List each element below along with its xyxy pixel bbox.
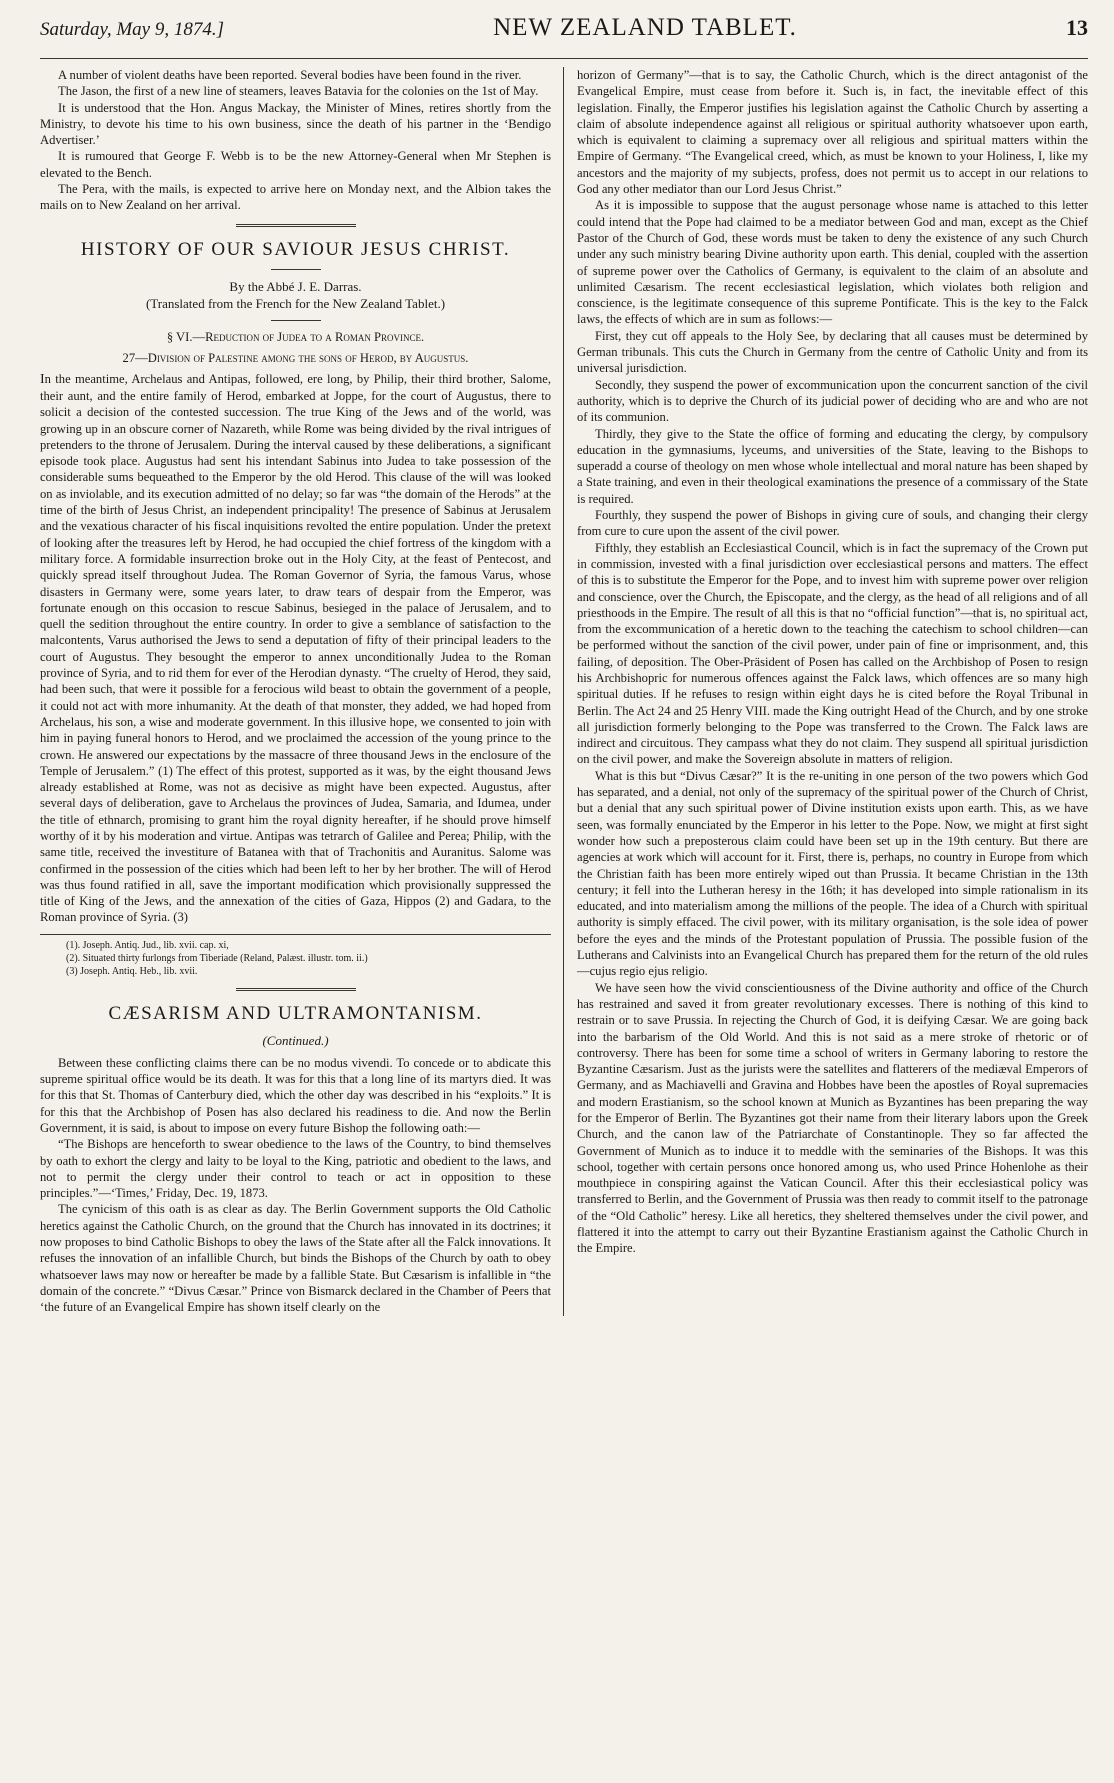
section-divider xyxy=(236,224,356,227)
article-paragraph: Fourthly, they suspend the power of Bishops in giving cure of souls, and changing their clergy from cure to cure upon the assent of the civil power. xyxy=(577,508,1088,539)
caesarism-headline: CÆSARISM AND ULTRAMONTANISM. xyxy=(108,1002,483,1024)
page-number: 13 xyxy=(1066,15,1088,40)
footnote: (2). Situated thirty furlongs from Tiberiade (Reland, Palæst. illustr. tom. ii.) xyxy=(66,952,368,964)
right-column xyxy=(564,67,1088,1316)
news-paragraph: A number of violent deaths have been reported. Several bodies have been found in the river. xyxy=(58,68,522,82)
history-translation-note: (Translated from the French for the New Zealand Tablet.) xyxy=(145,295,446,311)
article-paragraph: We have seen how the vivid conscientiousness of the Divine authority and office of the Church has restrained and saved it from greater revolutionary excesses. There is nothing of this kind to restrain or to save Prussia. In rejecting the Church of God, it is deifying Cæsar. We are going back into the barbarism of the Old World. And this is not said as a mere stroke of rhetoric or of controversy. There has been for some time a school of writers in Germany laboring to restore the Byzantine Cæsarism. Just as the jurists were the satellites and flatterers of the mediæval Emperors of Germany, and as Machiavelli and Gravina and Hobbes have been the apostles of Royal supremacies and modern Erastianism, so the school known at Munich as Byzantines has been preparing the way for the Emperor of Berlin. The Byzantines got their name from their literary labors upon the Greek Church, and the canon law of the Patriarchate of Constantinople. They so far affected the Government of Munich as to induce it to meddle with the seminaries of the Bishops. It was this school, together with certain persons once honored among us, who used Prince Hohenlohe as their mouthpiece in conspiring against the Vatican Council. After this their ecclesiastical policy was transferred to Berlin, and the Government of Prussia was then ready to commit itself to the patronage of the “Old Catholic” heresy. Like all heretics, they sheltered themselves under the civil power, and flattered it into the attempt to carry out their Byzantine Erastianism against the Catholic Church in the Empire. xyxy=(577,980,1088,1256)
article-paragraph: Fifthly, they establish an Ecclesiastical Council, which is in fact the supremacy of the Crown put in commission, invested with a final jurisdiction over ecclesiastical persons and matters. The effect of this is to substitute the Emperor for the Pope, and to invest him with supreme power over religion and conscience, over the Church, the Episcopate, and the clergy, as the head of all religions and of all priesthoods in the Empire. The result of all this is that no “official function”—that is, no spiritual act, from the excommunication of a heretic down to the teaching the catechism to school children—can be performed without the sanction of the civil power, under pain of fine or imprisonment, and, this failing, of deposition. The Ober-Präsident of Posen has called on the Archbishop of Posen to resign his Archbishopric for numerous offences against the Falck laws, which offences are so many high spiritual duties. If he refuses to resign within eight days he is cited before the Royal Tribunal in Berlin. The Act 24 and 25 Henry VIII. made the King outright Head of the Church, and by one stroke all jurisdiction formerly belonging to the Pope was transferred to the Crown. The Falck laws are indirect and circuitous. They campass what they do not claim. They suspend all spiritual jurisdiction on the civil power, and make the Sovereign absolute in matters of religion. xyxy=(577,540,1088,767)
article-paragraph: As it is impossible to suppose that the august personage whose name is attached to this letter could intend that the Pope had claimed to be a mediator between God and man, except as the Chief Pastor of the Church of God, these words must be taken to deny the existence of any such Church under any such ministry bearing Divine authority upon earth. This denial, coupled with the assertion of supreme power over the Catholics of Germany, is equivalent to the claim of an absolute and unlimited Cæsarism. The recent ecclesiastical legislation, which violates both religion and conscience, is the legitimate consequence of this supreme Pontificate. This is the key to the Falck laws, the effects of which are in sum as follows:— xyxy=(577,198,1088,327)
article-paragraph: First, they cut off appeals to the Holy See, by declaring that all causes must be determined by German tribunals. This cuts the Church in Germany from the centre of Catholic Unity and from its universal jurisdiction. xyxy=(577,328,1088,376)
publication-title: NEW ZEALAND TABLET. xyxy=(493,14,797,41)
masthead xyxy=(40,14,1088,59)
caesarism-quote: “The Bishops are henceforth to swear obedience to the laws of the Country, to bind themselves by oath to exhort the clergy and laity to be loyal to the King, patriotic and obedient to the laws, and not to permit the clergy under their control to teach or act in opposition to these principles.”—‘Times,’ Friday, Dec. 19, 1873. xyxy=(40,1137,551,1201)
continued-label: (Continued.) xyxy=(262,1032,329,1048)
article-paragraph: Secondly, they suspend the power of excommunication upon the concurrent sanction of the civil authority, which is to deprive the Church of its judicial power of deciding who are and who are not of its communion. xyxy=(577,377,1088,425)
title-rule xyxy=(271,269,321,270)
article-paragraph: Thirdly, they give to the State the office of forming and educating the clergy, by compulsory education in the gymnasiums, lyceums, and universities of the State, leaving to the Bishops to superadd a course of theology on men whose whole intellectual and moral nature has been shaped by a State training, and even in their theological examinations the presence of a commissary of the State is required. xyxy=(577,426,1088,506)
issue-date: Saturday, May 9, 1874.] xyxy=(40,19,225,40)
history-section-heading: § VI.—Reduction of Judea to a Roman Province. xyxy=(166,329,425,344)
news-paragraph: It is understood that the Hon. Angus Mackay, the Minister of Mines, retires shortly from the Ministry, to devote his time to his own business, since the death of his partner in the ‘Bendigo Advertiser.’ xyxy=(40,100,551,148)
section-divider xyxy=(236,988,356,991)
history-author: By the Abbé J. E. Darras. xyxy=(229,278,362,294)
history-subsection-heading: 27—Division of Palestine among the sons of Herod, by Augustus. xyxy=(122,350,469,365)
caesarism-paragraph: Between these conflicting claims there can be no modus vivendi. To concede or to abdicate this supreme spiritual office would be its death. It was for this that a long line of its martyrs died. It was for this that St. Thomas of Canterbury died, which the other day was described in his “exploits.” It is for this that the Archbishop of Posen has also declared his readiness to die. And now the Berlin Government, it is said, is about to impose on every future Bishop the following oath:— xyxy=(40,1055,551,1135)
footnote: (3) Joseph. Antiq. Heb., lib. xvii. xyxy=(66,965,198,977)
news-paragraph: It is rumoured that George F. Webb is to be the new Attorney-General when Mr Stephen is elevated to the Bench. xyxy=(40,149,551,180)
article-paragraph: What is this but “Divus Cæsar?” It is the re-uniting in one person of the two powers which God has separated, and a denial, not only of the supremacy of the spiritual power of the Church of Christ, but a denial that any such spiritual power of Divine institution exists upon earth. This, as we have seen, was formally enunciated by the Emperor in his letter to the Pope. Now, we might at first sight wonder how such a preposterous claim could have been set up in the 19th century. But there are agencies at work which will account for it. First, there is, perhaps, no country in Europe from which the Christian faith has been more entirely wiped out than Prussia. It became Christian in the 13th century; it fell into the Lutheran heresy in the 16th; it has developed into simple rationalism in its educated, and into materialism among the millions of the people. The idea of a Church with spiritual authority is simply effaced. The civil power, with its military organisation, is the sole idea of power before the eyes and the minds of the Protestant population of Prussia. The possible fusion of the Lutherans and Calvinists into an Evangelical Church has prepared them for the return of the old rules—cujus regio ejus religio. xyxy=(577,768,1088,979)
news-paragraph: The Jason, the first of a new line of steamers, leaves Batavia for the colonies on the 1st of May. xyxy=(58,84,539,99)
byline-rule xyxy=(271,320,321,321)
caesarism-paragraph: The cynicism of this oath is as clear as day. The Berlin Government supports the Old Catholic heretics against the Catholic Church, on the ground that the Church has innovated in its doctrines; it now proposes to bind Catholic Bishops to obey the laws of the State after all the Falck innovations. It refuses the innovation of an infallible Church, but binds the Bishops of the Church by oath to obey whatsoever laws may now or hereafter be made by a fallible State. But Cæsarism is infallible in “the domain of the concrete.” “Divus Cæsar.” Prince von Bismarck declared in the Chamber of Peers that ‘the future of an Evangelical Empire has shown itself clearly on the xyxy=(40,1202,552,1315)
footnote: (1). Joseph. Antiq. Jud., lib. xvii. cap. xi, xyxy=(66,939,229,951)
left-column xyxy=(40,67,564,1316)
history-headline: HISTORY OF OUR SAVIOUR JESUS CHRIST. xyxy=(80,238,511,260)
news-paragraph: The Pera, with the mails, is expected to arrive here on Monday next, and the Albion takes the mails on to New Zealand on her arrival. xyxy=(40,182,551,213)
footnotes xyxy=(40,934,551,978)
history-body: In the meantime, Archelaus and Antipas, followed, ere long, by Philip, their third brother, Salome, their aunt, and the entire family of Herod, embarked at Joppe, for the court of Augustus, there to solicit a decision of the contested succession. The true King of the Jews and of the world, was growing up in an obscure corner of Nazareth, while Rome was being divided by the rival intrigues of pretenders to the throne of Jerusalem. During the interval caused by these deliberations, a significant episode took place. Augustus had sent his intendant Sabinus into Judea to take possession of the considerable sums bequeathed to the Emperor by the old Herod. This clause of the will was looked on as inviolable, and its execution admitted of no delay; so far was “the domain of the Herods” at the time of the birth of Jesus Christ, an independent principality! The presence of Sabinus at Jerusalem and the vexatious character of his fiscal inquisitions revolted the entire population. Under the pretext of looking after the treasures left by Herod, he had occupied the chief fortress of the kingdom with a military force. A formidable insurrection broke out in the Holy City, at the feast of Pentecost, and quickly spread itself throughout Judea. The Roman Governor of Syria, the famous Varus, whose disasters in Germany were, some years later, to draw tears of despair from the Emperor, was fortunate enough on this occasion to rescue Sabinus, besieged in the palace of Jerusalem, and to quell the sedition throughout the entire country. In order to give a semblance of satisfaction to the malcontents, Varus authorised the Jews to send a deputation of fifty of their principal leaders to the court of Augustus. They besought the emperor to annex unconditionally Judea to the Roman province of Syria, and to rid them for ever of the Herodian dynasty. “The cruelty of Herod, they said, had been such, that were it possible for a ferocious wild beast to obtain the government of a people, it could not act with more inhumanity. At the death of that monster, they added, we had hoped from Archelaus, his son, a wise and moderate government. In this illusive hope, we consented to join with him in paying funeral honors to Herod, and we proclaimed the accession of the young prince to the crown. He answered our expectations by the massacre of three thousand Jews in the enclosure of the Temple of Jerusalem.” (1) The effect of this protest, supported as it was, by the eight thousand Jews already established at Rome, was not as decisive as might have been expected. Augustus, after several days of deliberation, gave to Archelaus the provinces of Judea, Samaria, and Idumea, under the title of ethnarch, promising to grant him the royal dignity hereafter, if he should prove himself worthy of it by his moderation and virtue. Antipas was tetrarch of Galilee and Perea; Philip, with the same title, received the investiture of Batanea with that of Trachonitis and Auranitus. Salome was confirmed in the possession of the cities which had been left to her by her brother. The will of Herod was thus found ratified in all, save the important modification which provisionally suppressed the title of King of the Jews, and the annexation of the cities of Gaza, Hippos (2) and Gadara, to the Roman province of Syria. (3) xyxy=(40,371,551,925)
article-paragraph: horizon of Germany”—that is to say, the Catholic Church, which is the direct antagonist of the Evangelical Empire, must cease from before it. Such is, in fact, the inevitable effect of this legislation. Finally, the Emperor justifies his legislation against the Catholic Church by asserting a claim of absolute independence against all religious or spiritual authority whatsoever upon earth, which is equivalent to claiming a supremacy over all religious and spiritual matters within the Empire of Germany. “The Evangelical creed, which, as must be known to your Holiness, I, like my ancestors and the majority of my subjects, profess, does not permit us to accept in our relations to God any other mediator than our Lord Jesus Christ.” xyxy=(577,68,1088,197)
